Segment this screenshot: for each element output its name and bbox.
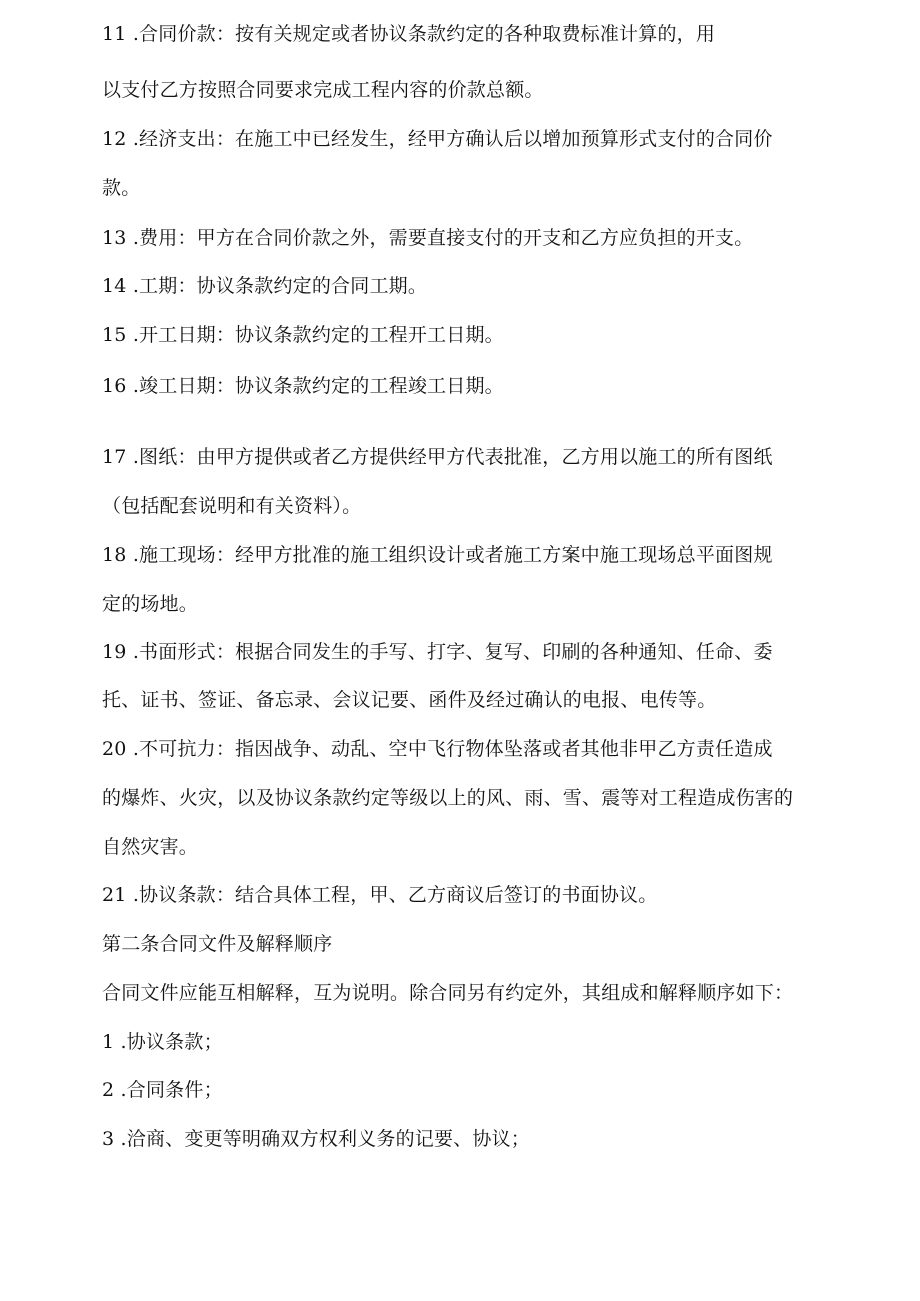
- text-line-intro: 合同文件应能互相解释，互为说明。除合同另有约定外，其组成和解释顺序如下：: [102, 982, 794, 1004]
- text-line-17b: （包括配套说明和有关资料）。: [102, 495, 362, 517]
- list-item-2: 2 .合同条件；: [102, 1079, 223, 1101]
- text-line-19a: 19 .书面形式：根据合同发生的手写、打字、复写、印刷的各种通知、任命、委: [102, 641, 773, 663]
- text-line-17a: 17 .图纸：由甲方提供或者乙方提供经甲方代表批准，乙方用以施工的所有图纸: [102, 446, 773, 468]
- text-line-18b: 定的场地。: [102, 593, 199, 615]
- list-item-1: 1 .协议条款；: [102, 1031, 223, 1053]
- text-line-19b: 托、证书、签证、备忘录、会议记要、函件及经过确认的电报、电传等。: [102, 689, 717, 711]
- section-heading: 第二条合同文件及解释顺序: [102, 933, 333, 955]
- text-line-13: 13 .费用：甲方在合同价款之外，需要直接支付的开支和乙方应负担的开支。: [102, 227, 754, 249]
- text-line-18a: 18 .施工现场：经甲方批准的施工组织设计或者施工方案中施工现场总平面图规: [102, 544, 773, 566]
- text-line-14: 14 .工期：协议条款约定的合同工期。: [102, 275, 428, 297]
- text-line-15: 15 .开工日期：协议条款约定的工程开工日期。: [102, 324, 504, 346]
- text-line-11b: 以支付乙方按照合同要求完成工程内容的价款总额。: [102, 79, 544, 101]
- text-line-21: 21 .协议条款：结合具体工程，甲、乙方商议后签订的书面协议。: [102, 884, 658, 906]
- text-line-20b: 的爆炸、火灾，以及协议条款约定等级以上的风、雨、雪、震等对工程造成伤害的: [102, 787, 794, 809]
- text-line-20c: 自然灾害。: [102, 836, 199, 858]
- text-line-16: 16 .竣工日期：协议条款约定的工程竣工日期。: [102, 375, 504, 397]
- list-item-3: 3 .洽商、变更等明确双方权利义务的记要、协议；: [102, 1128, 530, 1150]
- text-line-11a: 11 .合同价款：按有关规定或者协议条款约定的各种取费标准计算的，用: [102, 23, 716, 45]
- text-line-20a: 20 .不可抗力：指因战争、动乱、空中飞行物体坠落或者其他非甲乙方责任造成: [102, 738, 773, 760]
- text-line-12a: 12 .经济支出：在施工中已经发生，经甲方确认后以增加预算形式支付的合同价: [102, 128, 773, 150]
- text-line-12b: 款。: [102, 177, 141, 199]
